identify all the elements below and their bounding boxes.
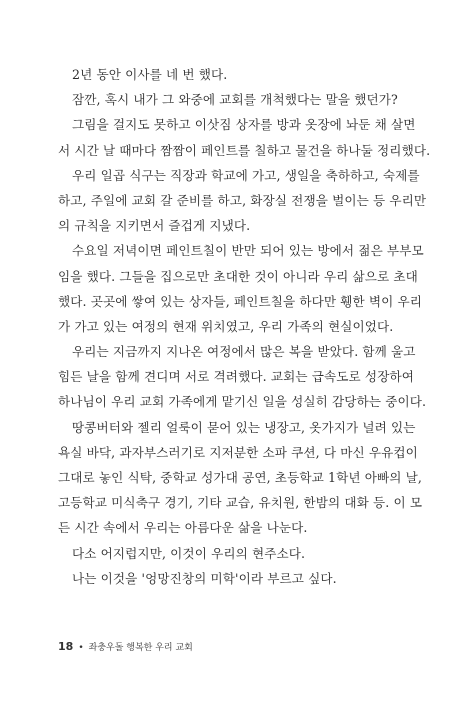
text-line: 임을 했다. 그들을 집으로만 초대한 것이 아니라 우리 삶으로 초대 [58,268,418,284]
text-line: 서 시간 날 때마다 짬짬이 페인트를 칠하고 물건을 하나둘 정리했다. [58,142,431,158]
text-line: 고등학교 미식축구 경기, 기타 교습, 유치원, 한밤의 대화 등. 이 모 [58,495,423,511]
text-line: 나는 이것을 '엉망진창의 미학'이라 부르고 싶다. [72,570,337,586]
text-line: 우리 일곱 식구는 직장과 학교에 가고, 생일을 축하하고, 숙제를 [72,167,420,183]
text-line: 다소 어지럽지만, 이것이 우리의 현주소다. [72,545,306,561]
text-line: 든 시간 속에서 우리는 아름다운 삶을 나눈다. [58,520,308,536]
text-line: 욕실 바닥, 과자부스러기로 지저분한 소파 쿠션, 다 마신 우유컵이 [58,444,418,460]
page-footer [58,640,193,653]
text-line: 하고, 주일에 교회 갈 준비를 하고, 화장실 전쟁을 벌이는 등 우리만 [58,192,427,208]
page-number: 18 [58,640,74,653]
text-line: 하나님이 우리 교회 가족에게 맡기신 일을 성실히 감당하는 중이다. [58,394,427,410]
running-title: 좌충우돌 행복한 우리 교회 [88,643,193,653]
text-line: 가 가고 있는 여정의 현재 위치였고, 우리 가족의 현실이었다. [58,318,394,334]
text-line: 그대로 놓인 식탁, 중학교 성가대 공연, 초등학교 1학년 아빠의 날, [58,470,422,485]
text-line: 우리는 지금까지 지나온 여정에서 많은 복을 받았다. 함께 울고 [72,344,416,360]
text-line: 잠깐, 혹시 내가 그 와중에 교회를 개척했다는 말을 했던가? [72,92,398,108]
text-line: 땅콩버터와 젤리 얼룩이 묻어 있는 냉장고, 옷가지가 널려 있는 [72,419,416,435]
text-line: 2년 동안 이사를 네 번 했다. [72,67,228,82]
body-text [58,62,431,591]
text-line: 힘든 날을 함께 견디며 서로 격려했다. 교회는 급속도로 성장하여 [58,369,414,385]
text-line: 했다. 곳곳에 쌓여 있는 상자들, 페인트칠을 하다만 휑한 벽이 우리 [58,293,423,309]
footer-separator: • [78,643,84,653]
text-line: 의 규칙을 지키면서 즐겁게 지냈다. [58,218,251,234]
text-line: 수요일 저녁이면 페인트칠이 반만 되어 있는 방에서 젊은 부부모 [72,243,424,259]
text-line: 그림을 걸지도 못하고 이삿짐 상자를 방과 옷장에 놔둔 채 살면 [72,117,416,133]
